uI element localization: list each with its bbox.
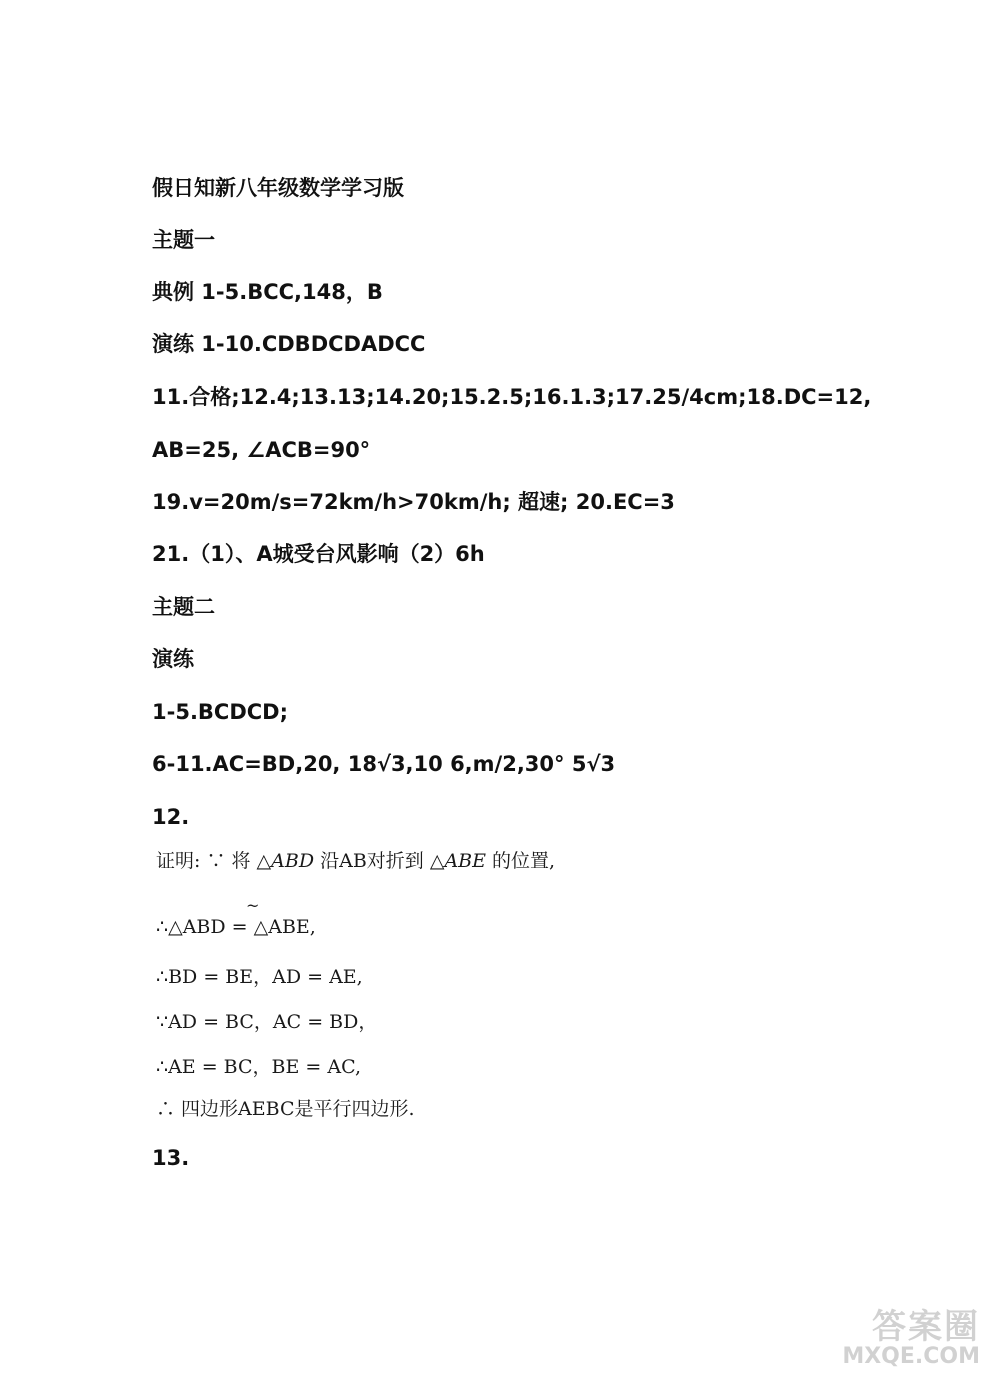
question-12-label: 12. (152, 805, 190, 829)
topic1-answers-19-20: 19.v=20m/s=72km/h>70km/h; 超速; 20.EC=3 (152, 490, 675, 514)
topic1-answer-18-continued: AB=25, ∠ACB=90° (152, 438, 371, 462)
topic2-answers-1-5: 1-5.BCDCD; (152, 700, 289, 724)
topic1-drill-answers: 演练 1-10.CDBDCDADCC (152, 332, 426, 356)
proof-line-1-start: 证明: ∵ 将 (156, 850, 257, 872)
proof-line-2: ∴△ABD = △ABE, (156, 916, 316, 938)
topic1-heading: 主题一 (152, 228, 215, 252)
watermark-domain: MXQE.COM (842, 1344, 980, 1369)
congruence-mark: ~ (246, 896, 260, 915)
document-title: 假日知新八年级数学学习版 (152, 176, 404, 200)
proof-line-4: ∵AD = BC，AC = BD， (156, 1011, 378, 1033)
proof-conclusion: ∴ 四边形AEBC是平行四边形. (156, 1098, 415, 1120)
watermark (830, 1299, 980, 1369)
topic1-answers-11-18: 11.合格;12.4;13.13;14.20;15.2.5;16.1.3;17.25/4cm;18.DC=12, (152, 385, 872, 409)
proof-line-5: ∴AE = BC，BE = AC, (156, 1056, 361, 1078)
proof-line-1-mid: 沿AB对折到 (314, 850, 430, 872)
topic2-answers-6-11: 6-11.AC=BD,20, 18√3,10 6,m/2,30° 5√3 (152, 752, 616, 776)
triangle-abe: △ABE (429, 850, 486, 872)
proof-line-3: ∴BD = BE，AD = AE, (156, 966, 363, 988)
topic2-drill-label: 演练 (152, 647, 194, 671)
watermark-logo-text: 答案圈 (872, 1307, 980, 1347)
topic1-example-answers: 典例 1-5.BCC,148，B (152, 280, 383, 304)
triangle-abd: △ABD (256, 850, 315, 872)
proof-line-1-end: 的位置, (486, 850, 556, 872)
topic2-heading: 主题二 (152, 595, 215, 619)
proof-line-1 (156, 852, 555, 871)
topic1-answer-21: 21.（1）、A城受台风影响（2）6h (152, 542, 485, 566)
question-13-label: 13. (152, 1146, 190, 1170)
